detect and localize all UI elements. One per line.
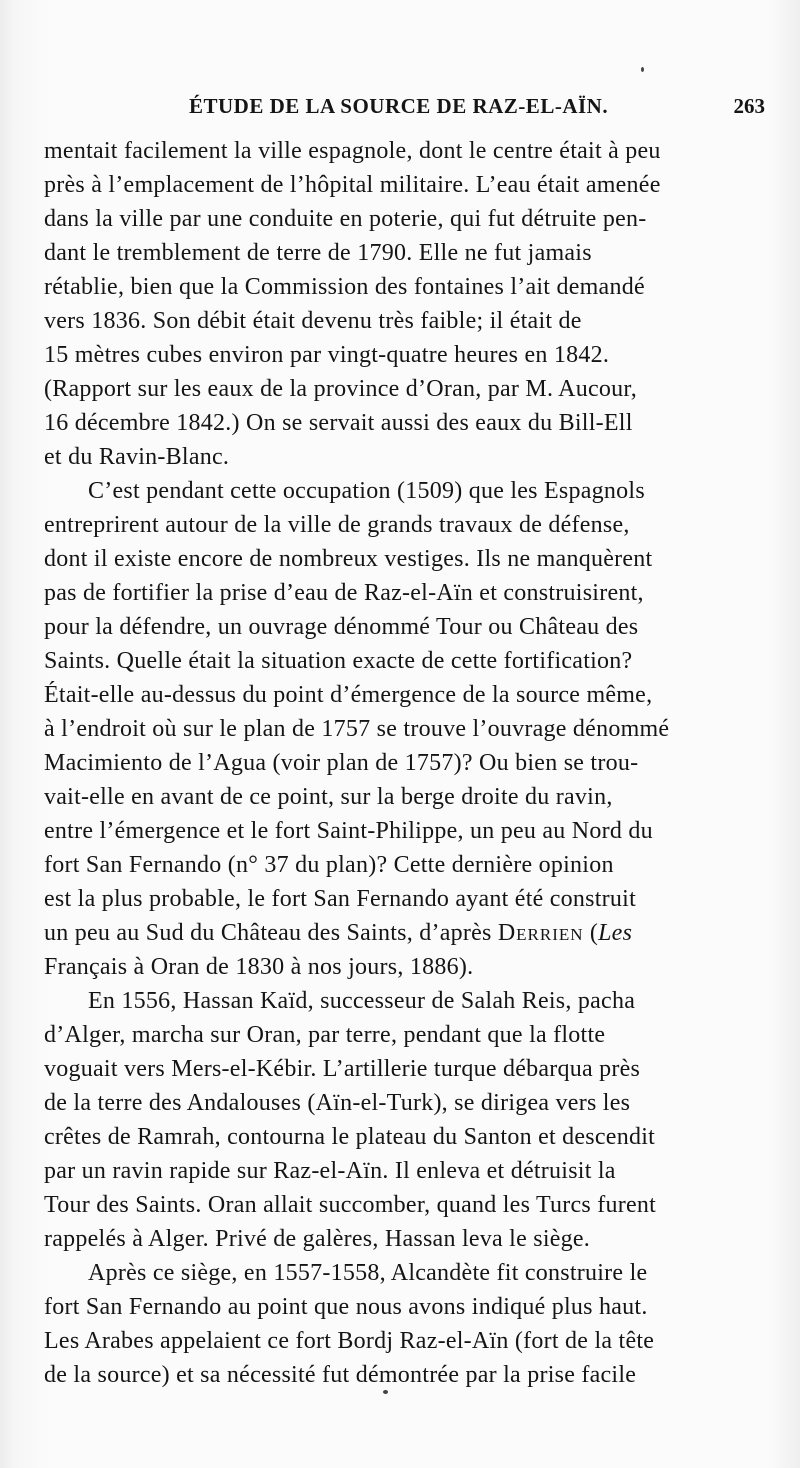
text-line-28: voguait vers Mers-el-Kébir. L’artillerie turque débarqua près (44, 1056, 641, 1082)
paragraph-2-line-1: C’est pendant cette occupation (1509) que les Espagnols (88, 478, 645, 504)
text-line-6: vers 1836. Son débit était devenu très faible; il était de (44, 308, 582, 334)
scan-speck-bottom (383, 1390, 388, 1394)
running-head: ÉTUDE DE LA SOURCE DE RAZ-EL-AÏN. (189, 94, 609, 118)
text-line-22: fort San Fernando (n° 37 du plan)? Cette dernière opinion (44, 852, 614, 878)
text-line-12: entreprirent autour de la ville de grands travaux de défense, (44, 512, 630, 538)
text-line-18: à l’endroit où sur le plan de 1757 se trouve l’ouvrage dénommé (44, 716, 670, 742)
text-line-9: 16 décembre 1842.) On se servait aussi des eaux du Bill-Ell (44, 410, 633, 436)
page-number: 263 (733, 94, 765, 118)
text-line-27: d’Alger, marcha sur Oran, par terre, pendant que la flotte (44, 1022, 606, 1048)
text-line-24-with-citation (44, 918, 765, 952)
text-line-8: (Rapport sur les eaux de la province d’Oran, par M. Aucour, (44, 376, 637, 402)
text-line-1: mentait facilement la ville espagnole, dont le centre était à peu (44, 138, 661, 164)
text-line-19: Macimiento de l’Agua (voir plan de 1757)? Ou bien se trou- (44, 750, 639, 776)
text-line-23: est la plus probable, le fort San Fernando ayant été construit (44, 886, 637, 912)
paragraph-3-line-1: En 1556, Hassan Kaïd, successeur de Salah Reis, pacha (88, 988, 636, 1014)
text-line-14: pas de fortifier la prise d’eau de Raz-el-Aïn et construisirent, (44, 580, 644, 606)
citation-title-start: Les (598, 920, 633, 946)
paragraph-4-line-1: Après ce siège, en 1557-1558, Alcandète fit construire le (88, 1260, 648, 1286)
citation-lead-text: un peu au Sud du Château des Saints, d’après (44, 920, 492, 946)
text-line-5: rétablie, bien que la Commission des fontaines l’ait demandé (44, 274, 645, 300)
text-line-15: pour la défendre, un ouvrage dénommé Tour ou Château des (44, 614, 639, 640)
text-line-7: 15 mètres cubes environ par vingt-quatre heures en 1842. (44, 342, 610, 368)
text-line-33: rappelés à Alger. Privé de galères, Hassan leva le siège. (44, 1226, 591, 1252)
text-line-32: Tour des Saints. Oran allait succomber, quand les Turcs furent (44, 1192, 657, 1218)
text-line-3: dans la ville par une conduite en poterie, qui fut détruite pen- (44, 206, 647, 232)
citation-open-parenthesis: ( (589, 920, 599, 946)
text-line-10: et du Ravin-Blanc. (44, 444, 230, 470)
text-line-37: de la source) et sa nécessité fut démontrée par la prise facile (44, 1362, 637, 1388)
text-line-13: dont il existe encore de nombreux vestiges. Ils ne manquèrent (44, 546, 653, 572)
text-line-4: dant le tremblement de terre de 1790. Elle ne fut jamais (44, 240, 592, 266)
text-line-20: vait-elle en avant de ce point, sur la berge droite du ravin, (44, 784, 613, 810)
text-line-35: fort San Fernando au point que nous avons indiqué plus haut. (44, 1294, 648, 1320)
text-line-16: Saints. Quelle était la situation exacte de cette fortification? (44, 648, 633, 674)
text-line-30: crêtes de Ramrah, contourna le plateau du Santon et descendit (44, 1124, 656, 1150)
citation-title-line: Français à Oran de 1830 à nos jours, 1886). (44, 954, 474, 980)
text-line-36: Les Arabes appelaient ce fort Bordj Raz-el-Aïn (fort de la tête (44, 1328, 655, 1354)
text-line-17: Était-elle au-dessus du point d’émergence de la source même, (44, 682, 653, 708)
text-line-2: près à l’emplacement de l’hôpital militaire. L’eau était amenée (44, 172, 661, 198)
scan-speck-top (641, 67, 644, 72)
text-line-21: entre l’émergence et le fort Saint-Philippe, un peu au Nord du (44, 818, 653, 844)
page-header (43, 94, 765, 124)
citation-author: Derrien (497, 920, 584, 946)
text-line-31: par un ravin rapide sur Raz-el-Aïn. Il enleva et détruisit la (44, 1158, 616, 1184)
text-line-29: de la terre des Andalouses (Aïn-el-Turk), se dirigea vers les (44, 1090, 631, 1116)
